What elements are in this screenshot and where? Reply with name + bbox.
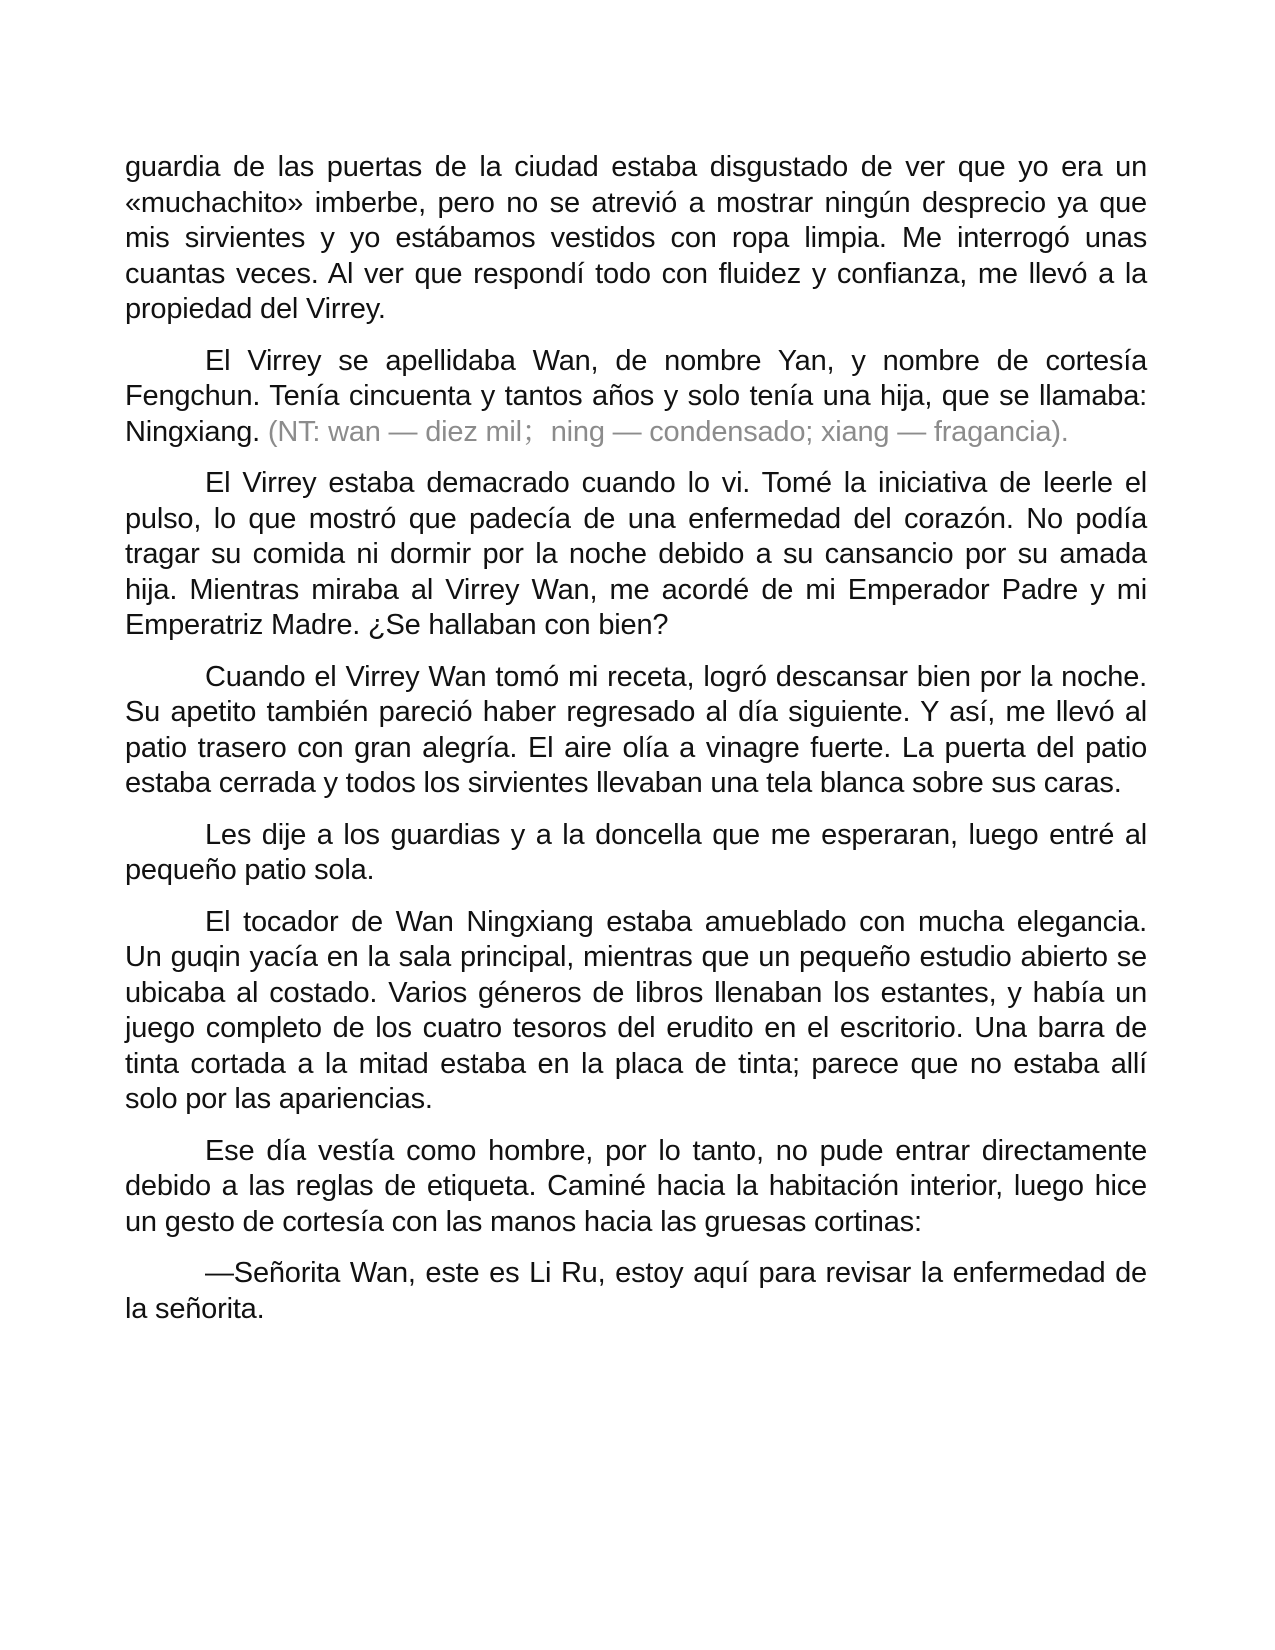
paragraph-2 [125, 344, 1147, 451]
document-page [125, 150, 1147, 1343]
paragraph-8: —Señorita Wan, este es Li Ru, estoy aquí para revisar la enfermedad de la señorita. [125, 1257, 1147, 1325]
paragraph-2-text: El Virrey se apellidaba Wan, de nombre Yan, y nombre de cortesía Fengchun. Tenía cincuenta y tantos años y solo tenía una hija, que se llamaba: Ningxiang. [125, 344, 1147, 448]
paragraph-7: Ese día vestía como hombre, por lo tanto, no pude entrar directamente debido a las reglas de etiqueta. Caminé hacia la habitación interior, luego hice un gesto de cortesía con las manos hacia las gruesas cortinas: [125, 1134, 1147, 1238]
paragraph-6: El tocador de Wan Ningxiang estaba amueblado con mucha elegancia. Un guqin yacía en la sala principal, mientras que un pequeño estudio abierto se ubicaba al costado. Varios géneros de libros llenaban los estantes, y había un juego completo de los cuatro tesoros del erudito en el escritorio. Una barra de tinta cortada a la mitad estaba en la placa de tinta; parece que no estaba allí solo por las apariencias. [125, 905, 1147, 1115]
paragraph-4: Cuando el Virrey Wan tomó mi receta, logró descansar bien por la noche. Su apetito también pareció haber regresado al día siguiente. Y así, me llevó al patio trasero con gran alegría. El aire olía a vinagre fuerte. La puerta del patio estaba cerrada y todos los sirvientes llevaban una tela blanca sobre sus caras. [125, 660, 1147, 799]
paragraph-5: Les dije a los guardias y a la doncella que me esperaran, luego entré al pequeño patio sola. [125, 818, 1147, 886]
translator-note: (NT: wan — diez mil；ning — condensado; xiang — fragancia). [267, 415, 1069, 448]
paragraph-1: guardia de las puertas de la ciudad estaba disgustado de ver que yo era un «muchachito» imberbe, pero no se atrevió a mostrar ningún desprecio ya que mis sirvientes y yo estábamos vestidos con ropa limpia. Me interrogó unas cuantas veces. Al ver que respondí todo con fluidez y confianza, me llevó a la propiedad del Virrey. [125, 151, 1147, 325]
paragraph-3: El Virrey estaba demacrado cuando lo vi. Tomé la iniciativa de leerle el pulso, lo que mostró que padecía de una enfermedad del corazón. No podía tragar su comida ni dormir por la noche debido a su cansancio por su amada hija. Mientras miraba al Virrey Wan, me acordé de mi Emperador Padre y mi Emperatriz Madre. ¿Se hallaban con bien? [125, 467, 1147, 641]
